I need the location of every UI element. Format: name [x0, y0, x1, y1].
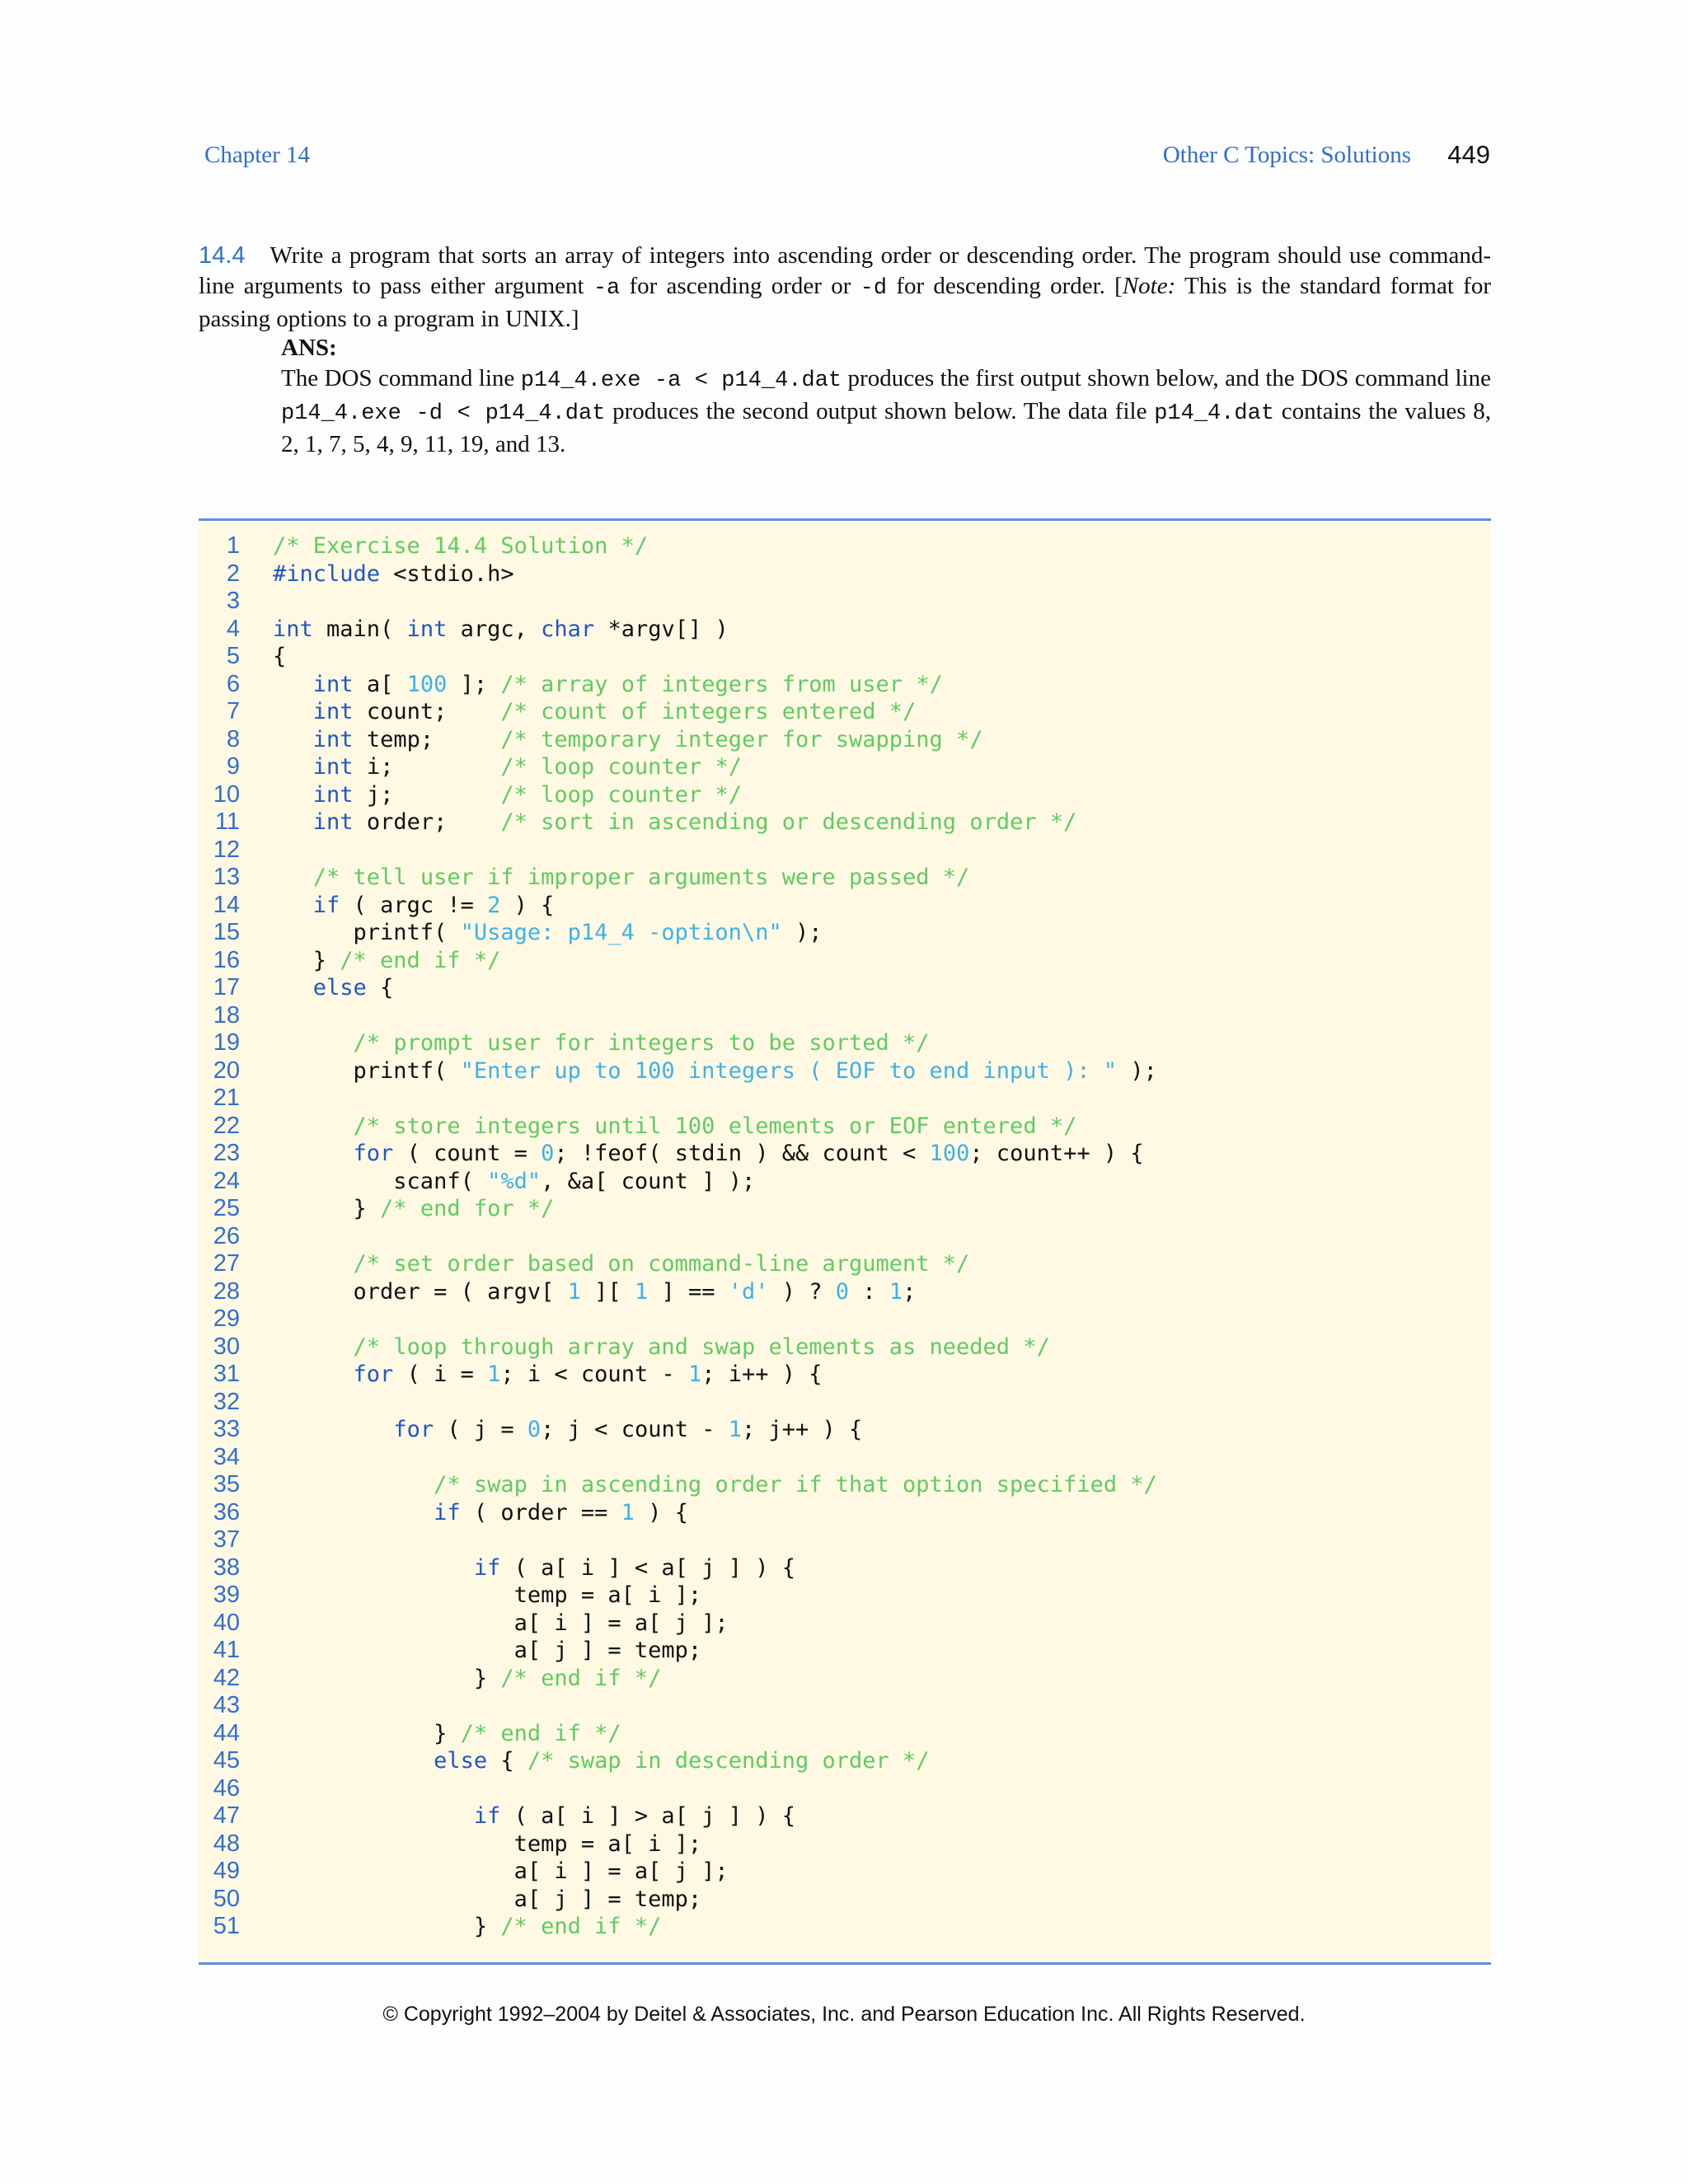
code-line [199, 808, 1077, 837]
line-number: 23 [213, 1140, 240, 1166]
code-line [199, 1719, 621, 1748]
code-line [199, 1389, 240, 1417]
code-token: temp = a[ i ]; [273, 1830, 702, 1857]
line-number: 38 [213, 1554, 240, 1581]
line-number: 17 [213, 974, 240, 1001]
line-number: 5 [226, 643, 240, 669]
answer-text: contains the values 8, 2, 1, 7, 5, 4, 9, 11, 19, and 13. [281, 398, 1491, 457]
code-line [199, 532, 649, 560]
code-token: /* Exercise 14.4 Solution */ [273, 533, 649, 559]
code-line [199, 1029, 930, 1057]
line-number: 16 [213, 946, 240, 973]
code-listing [199, 518, 1491, 1965]
code-text [273, 560, 514, 588]
code-line [199, 1140, 1144, 1168]
code-token: ; !feof( stdin ) && count < [554, 1141, 930, 1166]
code-text [273, 864, 969, 892]
page-number: 449 [1447, 140, 1490, 169]
code-token: i; [353, 754, 501, 780]
code-token: 100 [406, 671, 448, 697]
code-token: 1 [487, 1361, 501, 1387]
code-token: 2 [487, 892, 501, 918]
code-token: 0 [541, 1141, 555, 1166]
code-text [273, 1610, 729, 1638]
page-header [204, 142, 1490, 175]
line-number: 48 [213, 1830, 240, 1857]
code-token: ( argc != [340, 892, 488, 918]
code-token: int [406, 616, 448, 642]
code-line [199, 670, 943, 699]
code-token: printf( [273, 920, 461, 945]
inline-code: -d [860, 276, 888, 301]
code-line [199, 1913, 662, 1941]
code-text [273, 1361, 823, 1389]
line-number: 21 [213, 1085, 240, 1111]
line-number: 11 [214, 808, 240, 835]
code-token: ; j++ ) { [742, 1417, 863, 1442]
code-token: ; i < count - [500, 1361, 688, 1387]
code-token: 1 [889, 1278, 903, 1305]
code-token [273, 809, 313, 835]
code-text [273, 726, 983, 754]
code-token: /* swap in ascending order if that option specified */ [434, 1472, 1157, 1497]
line-number: 20 [213, 1057, 240, 1084]
code-token [273, 1803, 474, 1829]
code-text [273, 892, 554, 920]
inline-code: p14_4.exe -a < p14_4.dat [520, 368, 842, 393]
code-token: /* prompt user for integers to be sorted */ [353, 1030, 930, 1056]
code-token: /* end for */ [380, 1196, 555, 1221]
code-line [199, 1305, 240, 1333]
exercise-text: This is the standard format for passing options to a program in UNIX.] [199, 273, 1491, 332]
answer-text: The DOS command line [281, 365, 521, 391]
code-line [199, 1692, 240, 1720]
line-number: 42 [213, 1664, 240, 1691]
code-token [273, 1555, 474, 1581]
line-number: 40 [213, 1609, 240, 1636]
line-number: 7 [226, 698, 240, 724]
code-token [273, 1030, 354, 1056]
code-line [199, 891, 555, 920]
line-number: 13 [213, 864, 240, 890]
code-token: if [312, 892, 340, 918]
code-token: order; [353, 809, 501, 835]
code-text [273, 947, 500, 975]
code-line [199, 1277, 917, 1306]
code-line [199, 1885, 702, 1914]
line-number: 19 [213, 1029, 240, 1056]
chapter-label: Chapter 14 [204, 142, 311, 168]
code-token: ( order == [460, 1499, 621, 1526]
line-number: 46 [213, 1774, 240, 1802]
line-number: 4 [226, 615, 240, 642]
code-token: #include [273, 560, 381, 587]
code-token: /* loop counter */ [500, 781, 742, 808]
code-text [273, 698, 916, 726]
code-token: ) { [500, 892, 555, 918]
code-token: /* loop through array and swap elements as needed */ [353, 1333, 1050, 1360]
code-text [273, 616, 729, 644]
code-text [273, 1029, 930, 1057]
code-token: for [393, 1417, 434, 1442]
code-line [199, 1416, 863, 1444]
code-token: a[ [353, 671, 407, 697]
line-number: 30 [213, 1333, 240, 1360]
code-line [199, 725, 983, 754]
code-line [199, 1361, 823, 1389]
line-number: 22 [213, 1112, 240, 1139]
code-token: 1 [567, 1278, 581, 1305]
code-text [273, 1665, 661, 1693]
code-line [199, 1609, 729, 1638]
line-number: 12 [213, 836, 240, 863]
code-line [199, 1195, 555, 1223]
line-number: 50 [213, 1885, 240, 1912]
code-token: ( j = [434, 1417, 528, 1442]
line-number: 15 [213, 919, 240, 945]
exercise-text: for descending order. [ [887, 273, 1123, 299]
code-text [273, 1747, 930, 1775]
answer-text: produces the first output shown below, and the DOS command line [842, 365, 1491, 391]
code-token: ( a[ i ] > a[ j ] ) { [500, 1803, 795, 1829]
code-token: if [473, 1554, 501, 1581]
code-text [273, 1913, 661, 1941]
note-label: Note: [1122, 273, 1176, 299]
code-token: /* store integers until 100 elements or EOF entered */ [353, 1113, 1077, 1139]
code-token: int [273, 616, 313, 642]
code-token: /* tell user if improper arguments were passed */ [312, 865, 970, 890]
line-number: 33 [213, 1416, 240, 1442]
code-token [273, 1141, 354, 1166]
code-line [199, 560, 514, 588]
code-line [199, 780, 742, 809]
code-token [273, 1748, 434, 1774]
code-token: j; [353, 781, 501, 808]
code-token [273, 975, 313, 1001]
line-number: 25 [213, 1195, 240, 1221]
code-line [199, 1057, 1157, 1085]
code-token: ; count++ ) { [969, 1141, 1144, 1166]
line-number: 14 [213, 891, 240, 918]
code-token: ); [781, 920, 823, 945]
code-token: /* loop counter */ [500, 754, 742, 780]
code-line [199, 837, 240, 865]
code-token: printf( [273, 1057, 461, 1084]
code-line [199, 1112, 1077, 1141]
exercise-number: 14.4 [199, 242, 246, 269]
code-token: 0 [835, 1278, 850, 1305]
code-token: for [353, 1361, 394, 1387]
code-text [273, 1471, 1157, 1499]
code-token: 100 [929, 1141, 970, 1166]
code-token: : [849, 1278, 889, 1305]
line-number: 43 [213, 1692, 240, 1718]
code-token: int [312, 671, 354, 697]
code-line [199, 1775, 240, 1803]
code-token: a[ j ] = temp; [273, 1638, 702, 1663]
code-token [273, 1334, 354, 1360]
line-number: 26 [213, 1222, 240, 1249]
code-token: "%d" [487, 1168, 542, 1194]
code-text [273, 1499, 688, 1527]
code-text [273, 1250, 969, 1278]
section-title: Other C Topics: Solutions [1162, 142, 1411, 168]
code-token: /* end if */ [500, 1665, 662, 1691]
code-token: ( i = [393, 1361, 488, 1387]
code-token [273, 782, 313, 808]
line-number: 44 [213, 1719, 240, 1746]
code-line [199, 1664, 662, 1693]
code-line [199, 1002, 240, 1030]
inline-code: -a [593, 276, 621, 301]
code-line [199, 1167, 756, 1196]
code-token: order = ( argv[ [273, 1278, 568, 1305]
code-token: } [273, 1914, 501, 1939]
code-token: /* swap in descending order */ [527, 1748, 930, 1774]
code-line [199, 1250, 970, 1278]
code-token: /* count of integers entered */ [500, 699, 917, 724]
line-number: 31 [213, 1361, 240, 1387]
code-text [273, 1195, 554, 1223]
line-number: 32 [213, 1388, 240, 1415]
line-number: 45 [213, 1747, 240, 1774]
code-token: } [273, 1665, 501, 1691]
code-token: a[ j ] = temp; [273, 1886, 702, 1912]
code-token [273, 699, 313, 724]
answer-text: produces the second output shown below. The data file [605, 398, 1155, 424]
code-text [273, 1802, 795, 1830]
code-text [273, 974, 393, 1002]
code-text [273, 643, 286, 671]
code-text [273, 1140, 1144, 1168]
code-line [199, 698, 917, 726]
code-text [273, 1416, 862, 1444]
code-token: } [273, 1196, 381, 1221]
code-token: } [273, 1720, 461, 1746]
code-token: } [273, 947, 340, 973]
code-lines [199, 532, 1157, 1941]
code-token: a[ i ] = a[ j ]; [273, 1610, 729, 1636]
code-line [199, 1085, 240, 1113]
code-token: else [312, 975, 367, 1001]
code-line [199, 1830, 702, 1858]
code-token: 1 [621, 1499, 635, 1526]
line-number: 18 [213, 1001, 240, 1029]
code-line [199, 615, 729, 644]
code-token: /* end if */ [500, 1914, 662, 1939]
line-number: 36 [213, 1498, 240, 1526]
code-token [273, 1251, 354, 1277]
line-number: 34 [213, 1443, 240, 1470]
code-text [273, 1278, 916, 1306]
line-number: 6 [226, 670, 240, 697]
code-text [273, 532, 648, 560]
line-number: 28 [213, 1277, 240, 1305]
code-token: 1 [687, 1361, 702, 1387]
code-token: /* end if */ [340, 947, 501, 973]
code-line [199, 946, 501, 975]
code-token: 1 [728, 1417, 742, 1442]
code-line [199, 1333, 1050, 1361]
code-text [273, 1113, 1076, 1141]
code-token [273, 727, 313, 752]
code-line [199, 1526, 240, 1554]
code-token: <stdio.h> [380, 560, 514, 587]
code-text [273, 753, 742, 781]
code-line [199, 1858, 729, 1886]
code-text [273, 1168, 755, 1196]
line-number: 51 [213, 1913, 240, 1939]
code-line [199, 753, 742, 781]
code-token: { [487, 1748, 528, 1774]
code-token: ; j < count - [541, 1417, 729, 1442]
code-token: int [312, 726, 354, 752]
code-token [273, 1113, 354, 1139]
code-token: temp; [353, 726, 501, 752]
code-text [273, 808, 1076, 837]
code-token: main( [312, 616, 407, 642]
code-token: if [434, 1499, 461, 1526]
answer-label: ANS: [281, 335, 337, 361]
line-number: 29 [213, 1305, 240, 1332]
code-token: scanf( [273, 1168, 488, 1194]
code-line [199, 919, 823, 947]
code-token [273, 1361, 354, 1387]
code-token: ]; [447, 671, 501, 697]
code-token: /* temporary integer for swapping */ [500, 726, 983, 752]
code-token [273, 1472, 434, 1497]
code-line [199, 588, 240, 616]
code-token: count; [353, 699, 501, 724]
code-line [199, 1471, 1157, 1499]
code-token: int [312, 754, 354, 780]
code-text [273, 1858, 729, 1886]
code-token: ; [903, 1278, 917, 1305]
code-token: if [473, 1803, 501, 1829]
code-token: { [366, 975, 394, 1001]
line-number: 2 [226, 560, 240, 587]
exercise-statement [199, 241, 1491, 335]
code-line [199, 974, 394, 1002]
code-line [199, 1582, 702, 1610]
code-text [273, 1057, 1157, 1085]
code-token: ) { [634, 1499, 688, 1526]
code-text [273, 671, 943, 699]
code-line [199, 1747, 930, 1775]
code-text [273, 1830, 701, 1858]
code-token: ( a[ i ] < a[ j ] ) { [500, 1554, 795, 1581]
line-number: 9 [226, 753, 240, 780]
code-token: a[ i ] = a[ j ]; [273, 1858, 729, 1884]
code-token: /* end if */ [460, 1720, 621, 1746]
code-token: int [312, 781, 354, 808]
exercise-text: for ascending order or [620, 273, 860, 299]
line-number: 27 [213, 1250, 240, 1277]
line-number: 37 [213, 1526, 240, 1553]
copyright-footer: © Copyright 1992–2004 by Deitel & Associates, Inc. and Pearson Education Inc. All Rights Reserved. [382, 2003, 1306, 2026]
code-token [273, 893, 313, 918]
code-token [273, 1417, 393, 1442]
code-token: ; i++ ) { [701, 1361, 823, 1387]
code-token: for [353, 1141, 394, 1166]
line-number: 35 [213, 1471, 240, 1497]
line-number: 10 [213, 780, 240, 808]
code-line [199, 864, 970, 892]
code-text [273, 781, 742, 809]
code-token: *argv[] ) [594, 616, 729, 642]
line-number: 47 [213, 1802, 240, 1829]
code-token [273, 1500, 434, 1526]
code-token: char [541, 616, 595, 642]
code-text [273, 1637, 701, 1665]
code-token: 1 [634, 1278, 649, 1305]
code-token: ] == [648, 1278, 729, 1305]
code-token: 'd' [728, 1278, 769, 1305]
code-token: int [312, 699, 354, 724]
code-token [273, 865, 313, 890]
code-token [273, 754, 313, 780]
code-token: "Enter up to 100 integers ( EOF to end input ): " [460, 1057, 1118, 1084]
code-token: temp = a[ i ]; [273, 1582, 702, 1608]
code-line [199, 1802, 795, 1830]
line-number: 39 [213, 1582, 240, 1608]
code-token: 0 [527, 1417, 542, 1442]
code-text [273, 1333, 1050, 1361]
line-number: 49 [213, 1858, 240, 1884]
code-text [273, 1582, 701, 1610]
code-token: /* sort in ascending or descending order */ [500, 809, 1077, 835]
code-token: "Usage: p14_4 -option\n" [460, 920, 782, 945]
line-number: 1 [226, 532, 240, 559]
line-number: 41 [213, 1637, 240, 1663]
line-number: 8 [226, 725, 240, 752]
code-line [199, 643, 287, 671]
code-line [199, 1223, 240, 1251]
code-token: { [273, 644, 287, 669]
exercise-text: Write a program that sorts an array of integers into ascending order or descending order. The program should use command-line arguments to pass either argument [199, 242, 1491, 299]
code-token: int [312, 809, 354, 835]
code-text [273, 1886, 701, 1914]
line-number: 24 [213, 1167, 240, 1194]
code-token: ][ [580, 1278, 635, 1305]
code-text [273, 1554, 795, 1582]
inline-code: p14_4.dat [1154, 401, 1275, 426]
code-token: ); [1117, 1057, 1157, 1084]
code-token [273, 672, 313, 697]
code-token: ) ? [768, 1278, 836, 1305]
code-token: argc, [447, 616, 542, 642]
code-token: else [434, 1748, 488, 1774]
code-line [199, 1444, 240, 1472]
code-text [273, 1720, 621, 1748]
code-token: ( count = [393, 1141, 542, 1166]
answer-block [281, 333, 1491, 460]
inline-code: p14_4.exe -d < p14_4.dat [281, 401, 606, 426]
code-token: , &a[ count ] ); [541, 1168, 756, 1194]
code-token: /* set order based on command-line argument */ [353, 1251, 970, 1277]
code-text [273, 919, 823, 947]
code-line [199, 1637, 702, 1665]
code-token: /* array of integers from user */ [500, 671, 943, 697]
code-line [199, 1498, 688, 1527]
line-number: 3 [226, 588, 240, 614]
code-line [199, 1554, 795, 1582]
